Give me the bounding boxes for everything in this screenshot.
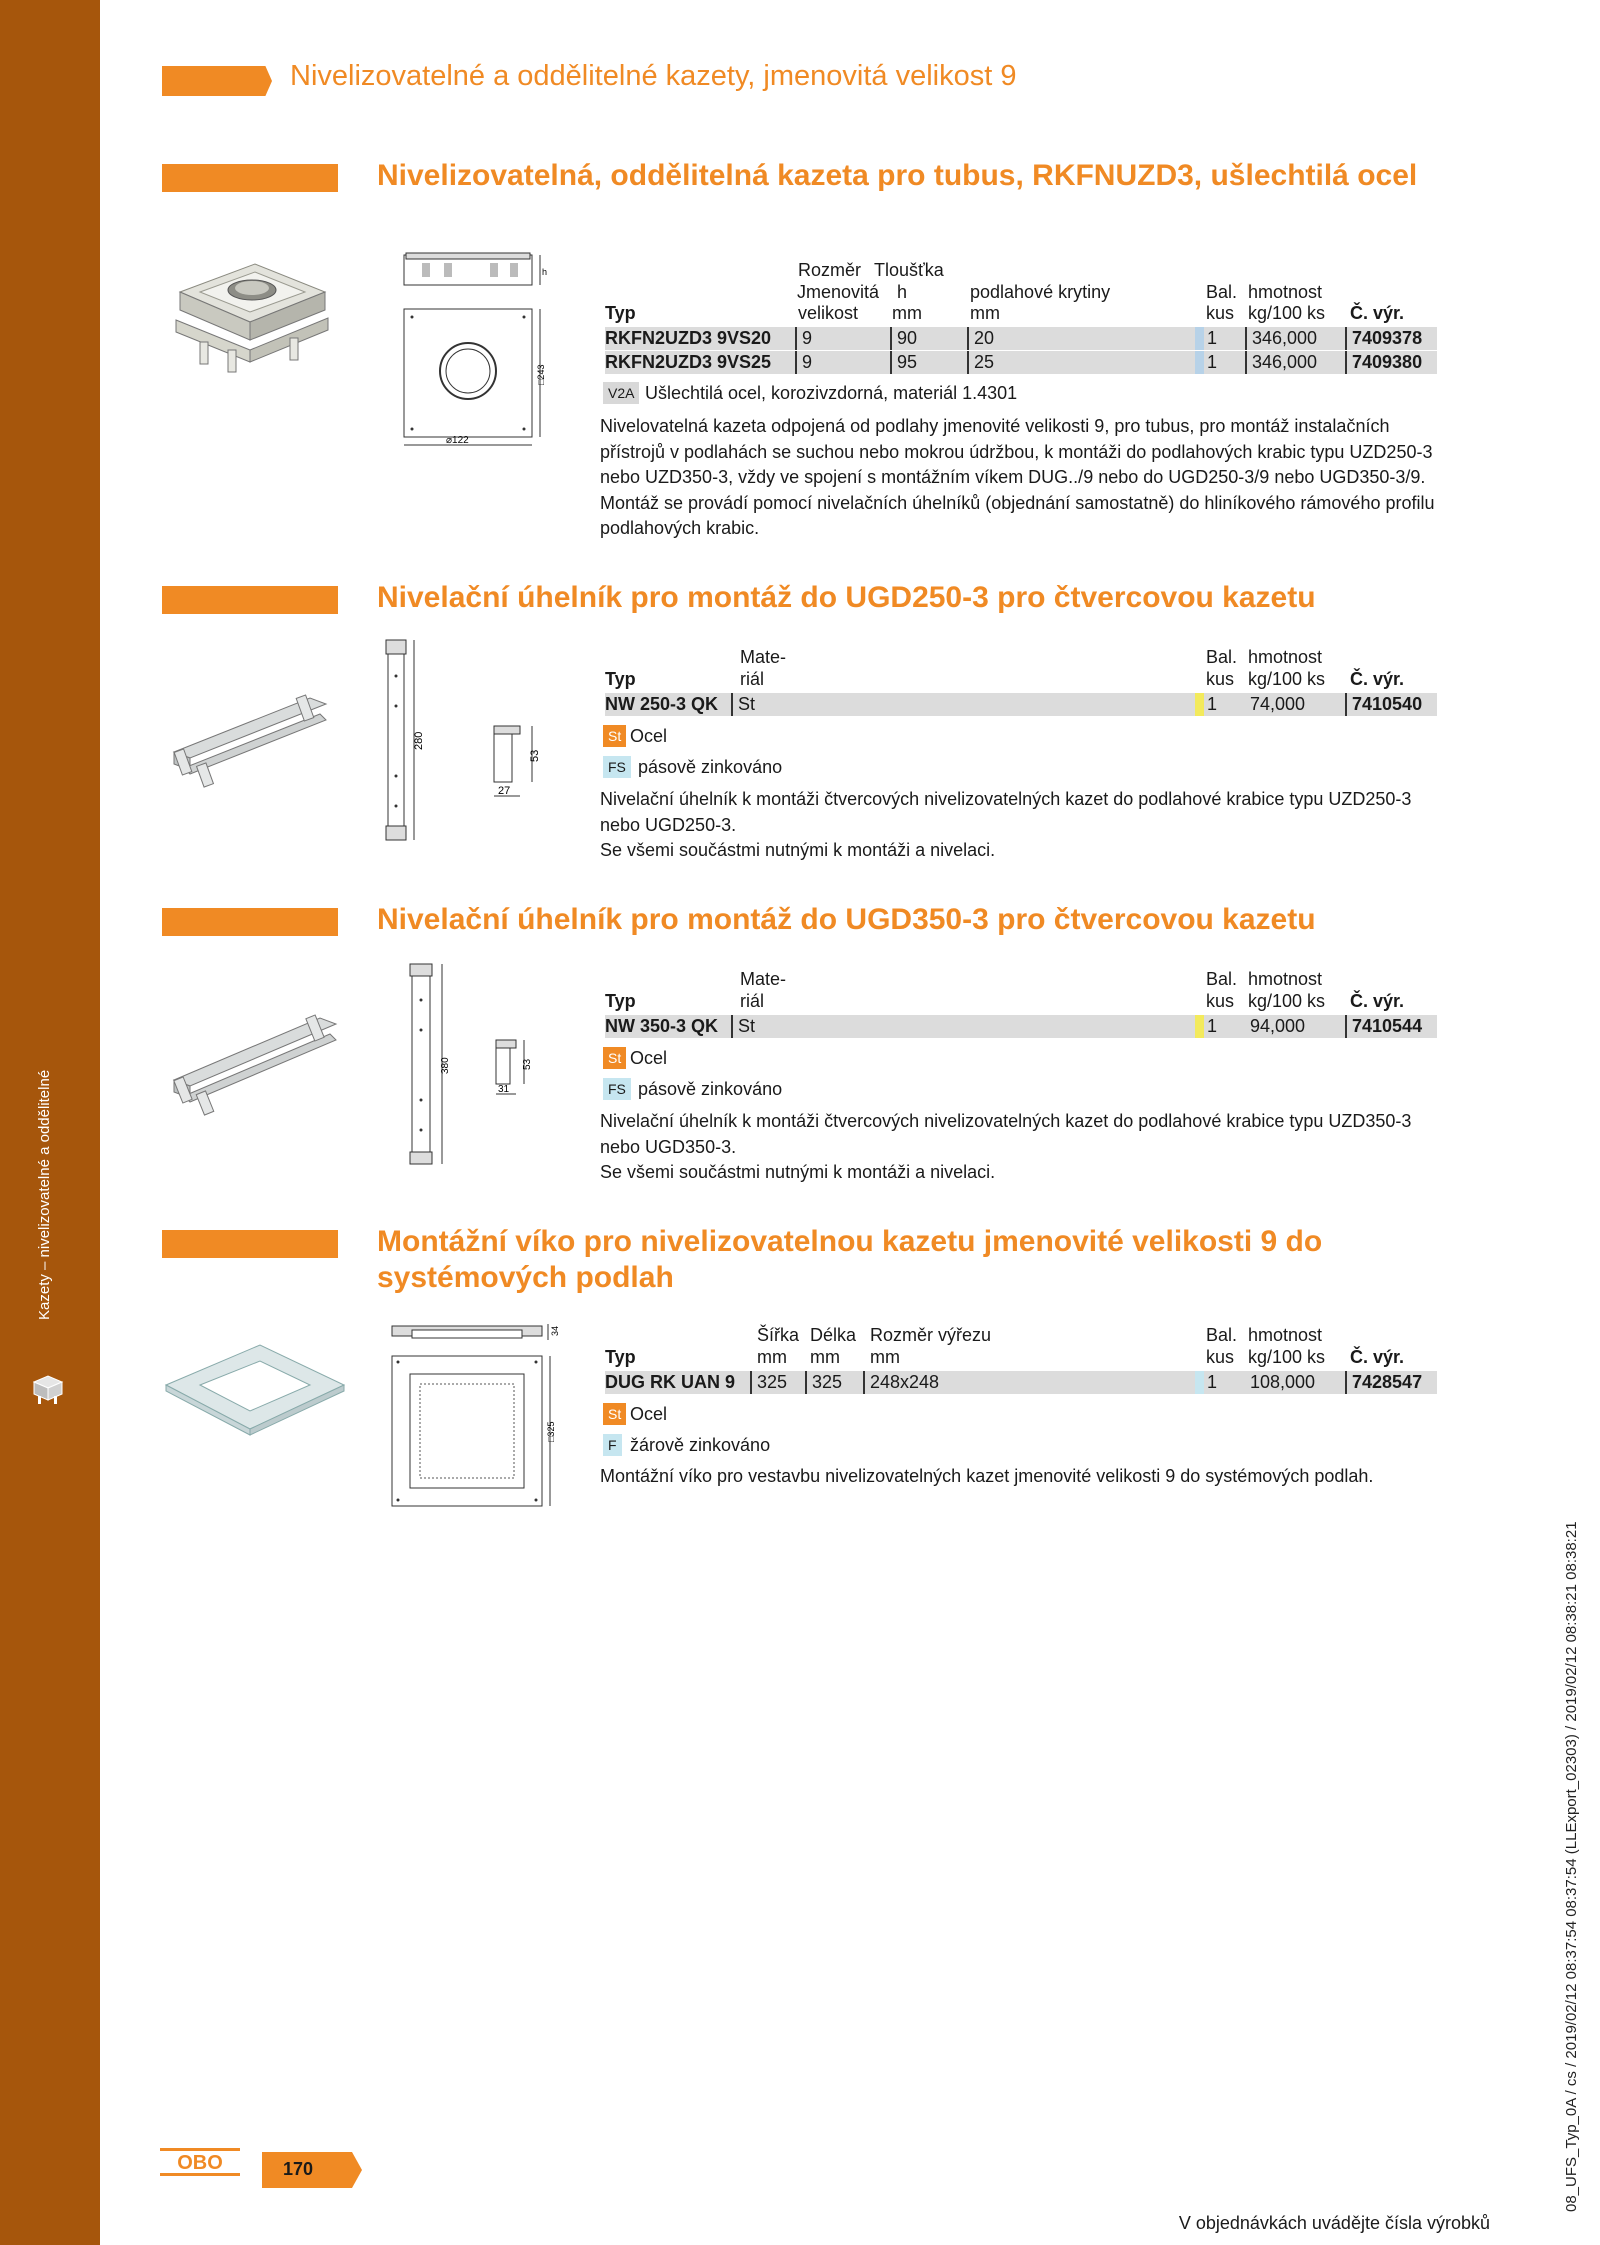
col-header: riál [740,669,765,689]
col-header: Mate- [740,647,787,667]
description: Nivelační úhelník k montáži čtvercových nivelizovatelných kazet do podlahové krabice typu UZD350-3 nebo UGD350-3. Se všemi součástmi nutnými k montáži a nivelaci. [600,1111,1412,1182]
col-header: Bal. [1206,1325,1238,1345]
section-accent-bar [162,164,338,192]
col-header: kg/100 ks [1248,669,1326,689]
description: Montážní víko pro vestavbu nivelizovatelných kazet jmenovité velikosti 9 do systémových podlah. [600,1466,1374,1486]
mounting-cover-photo [160,1325,350,1465]
section-accent-bar [162,908,338,936]
col-header: mm [892,303,922,323]
cassette-photo [170,252,330,382]
print-metadata: 08_UFS_Typ_0A / cs / 2019/02/12 08:37:54 08:37:54 (LLExport_02303) / 2019/02/12 08:38:21 08:38:21 [1563,1521,1580,2212]
drawing-height-label: 53 [529,749,541,762]
angle-bracket-photo [170,690,330,790]
cassette-icon [30,1370,66,1408]
footer-note: V objednávkách uvádějte čísla výrobků [1178,2213,1490,2233]
col-header: Č. výr. [1350,669,1405,689]
angle-bracket-drawing [382,636,572,846]
drawing-length-label: 380 [440,1057,451,1074]
finish-tag: F [603,1434,622,1456]
col-header: mm [870,1347,900,1367]
col-header: Šířka [757,1325,800,1345]
description: Nivelovatelná kazeta odpojená od podlahy jmenovité velikosti 9, pro tubus, pro montáž instalačních přístrojů v podlahách se suchou nebo mokrou údržbou, k montáži do podlahových krabic typu UZD250-3 nebo UZD350-3, vždy ve spojení s montážním víkem DUG../9 nebo do UGD250-3/9 nebo UGD350-3/9. Montáž se provádí pomocí nivelačních úhelníků (objednání samostatně) do hliníkového rámového profilu podlahových krabic. [600,416,1435,538]
obo-logo [160,2148,240,2176]
col-header: kg/100 ks [1248,303,1326,323]
col-header: Č. výr. [1350,1347,1405,1367]
col-header: Typ [605,991,636,1011]
col-header: podlahové krytiny [970,282,1111,302]
section-title: Nivelační úhelník pro montáž do UGD250-3 pro čtvercovou kazetu [377,581,1316,614]
table-row: NW 250-3 QK St 1 74,000 7410540 [605,693,1437,716]
col-header: Délka [810,1325,857,1345]
finish-label: pásově zinkováno [638,1079,783,1099]
col-header: Rozměr [798,260,862,280]
col-header: Bal. [1206,969,1238,989]
section-title: Montážní víko pro nivelizovatelnou kazetu jmenovité velikosti 9 do systémových podlah [377,1225,1323,1294]
col-header: kg/100 ks [1248,991,1326,1011]
table-row: RKFN2UZD3 9VS25 9 95 25 1 346,000 7409380 [605,351,1437,374]
col-header: Typ [605,303,636,323]
material-tag: St [603,1047,626,1069]
sidebar-label: Kazety – nivelizovatelné a oddělitelné [36,1069,53,1320]
table-row: NW 350-3 QK St 1 94,000 7410544 [605,1015,1437,1038]
drawing-width-label: 31 [498,1084,510,1095]
header-accent-bar [162,66,272,96]
col-header: mm [810,1347,840,1367]
section-accent-bar [162,586,338,614]
col-header: hmotnost [1248,1325,1323,1345]
angle-bracket-photo [170,1010,340,1120]
col-header: Č. výr. [1350,303,1405,323]
col-header: kg/100 ks [1248,1347,1326,1367]
drawing-h-label: h [542,267,548,277]
description: Nivelační úhelník k montáži čtvercových nivelizovatelných kazet do podlahové krabice typu UZD250-3 nebo UGD250-3. Se všemi součástmi nutnými k montáži a nivelaci. [600,789,1412,860]
col-header: riál [740,991,765,1011]
col-header: Mate- [740,969,787,989]
material-tag: V2A [603,382,639,404]
logo-text: OBO [177,2152,223,2174]
col-header: Jmenovitá [797,282,880,302]
drawing-height-label: 34 [550,1325,560,1336]
angle-bracket-drawing [400,960,550,1170]
finish-label: pásově zinkováno [638,757,783,777]
col-header: kus [1206,669,1235,689]
col-header: hmotnost [1248,282,1323,302]
col-header: mm [757,1347,787,1367]
material-label: Ocel [630,1404,668,1424]
material-tag: St [603,1403,626,1425]
col-header: Typ [605,1347,636,1367]
col-header: Rozměr výřezu [870,1325,992,1345]
col-header: h [897,282,908,302]
table-row: RKFN2UZD3 9VS20 9 90 20 1 346,000 7409378 [605,327,1437,350]
mounting-cover-drawing [384,1316,564,1526]
col-header: Tloušťka [874,260,944,280]
drawing-length-label: 280 [413,731,425,750]
col-header: kus [1206,1347,1235,1367]
col-header: Bal. [1206,647,1238,667]
col-header: mm [970,303,1000,323]
drawing-side-label: □243 [536,364,546,385]
section-accent-bar [162,1230,338,1258]
col-header: kus [1206,303,1235,323]
cassette-drawing [392,247,552,457]
finish-tag: FS [603,1078,631,1100]
material-label: Ocel [630,1048,668,1068]
col-header: velikost [798,303,859,323]
page-title: Nivelizovatelné a oddělitelné kazety, jmenovitá velikost 9 [290,60,1017,92]
drawing-width-label: 27 [498,785,511,797]
col-header: Č. výr. [1350,991,1405,1011]
col-header: hmotnost [1248,647,1323,667]
col-header: hmotnost [1248,969,1323,989]
drawing-side-label: □325 [546,1421,556,1442]
col-header: Typ [605,669,636,689]
material-tag: St [603,725,626,747]
section-title: Nivelační úhelník pro montáž do UGD350-3 pro čtvercovou kazetu [377,903,1316,936]
page-number: 170 [283,2159,314,2179]
section-title: Nivelizovatelná, oddělitelná kazeta pro tubus, RKFNUZD3, ušlechtilá ocel [377,159,1418,192]
material-label: Ušlechtilá ocel, korozivzdorná, materiál 1.4301 [645,383,1018,403]
table-row: DUG RK UAN 9 325 325 248x248 1 108,000 7428547 [605,1371,1437,1394]
finish-tag: FS [603,756,631,778]
finish-label: žárově zinkováno [630,1435,771,1455]
col-header: Bal. [1206,282,1238,302]
drawing-height-label: 53 [522,1058,533,1070]
drawing-diameter-label: ⌀122 [446,435,469,446]
material-label: Ocel [630,726,668,746]
col-header: kus [1206,991,1235,1011]
